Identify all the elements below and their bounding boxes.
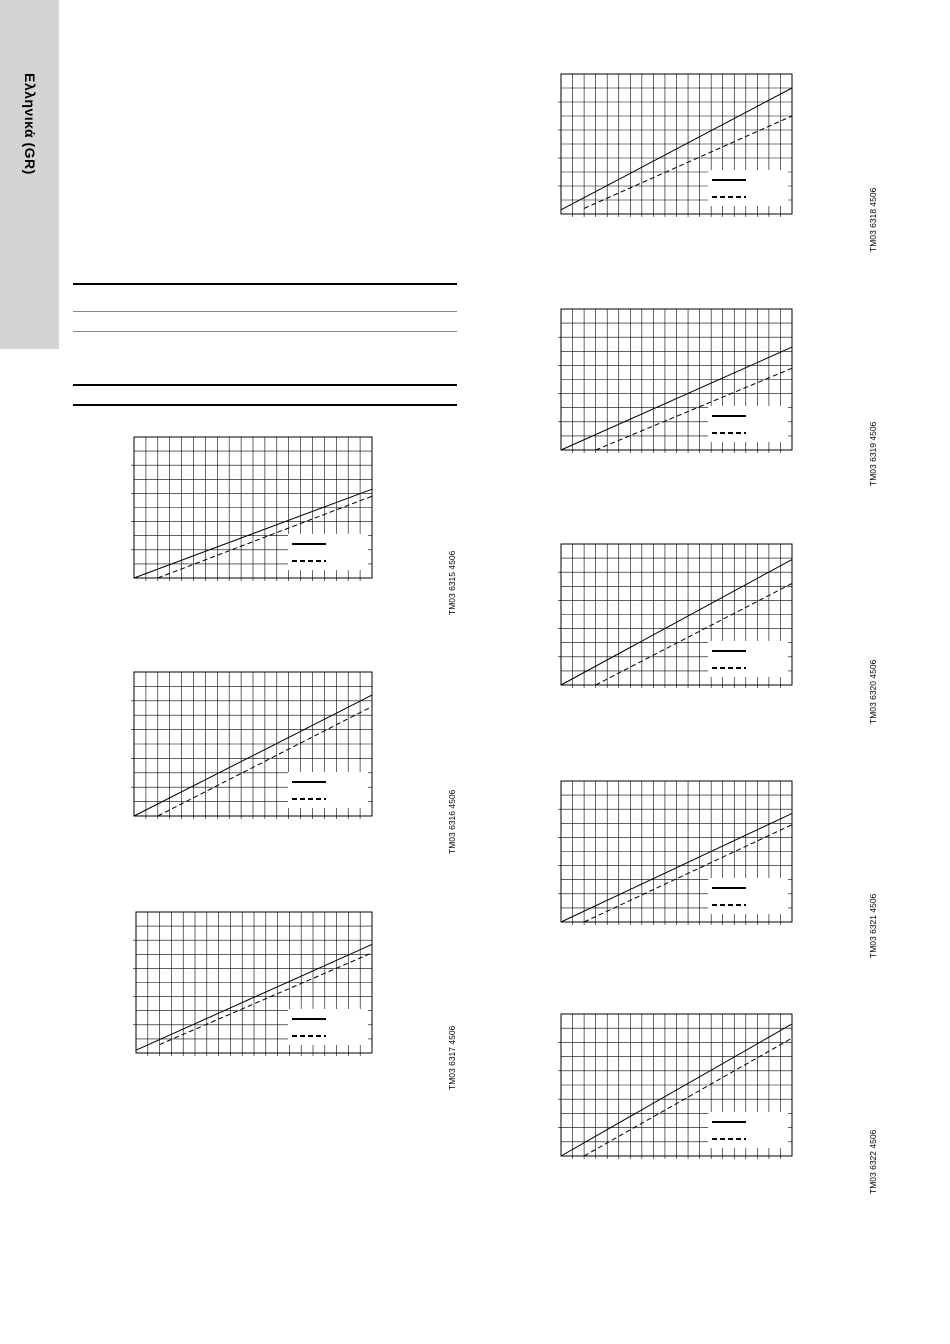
figure-code: TM03 6317 4506 xyxy=(447,1025,457,1090)
language-label: Ελληνικά (GR) xyxy=(22,73,38,175)
table-rule-bottom xyxy=(73,404,457,406)
legend-box xyxy=(708,1112,788,1148)
figure-code: TM03 6319 4506 xyxy=(868,421,878,486)
legend-box xyxy=(288,772,368,808)
chart-1-plot xyxy=(134,437,372,578)
chart-8-plot xyxy=(561,1014,792,1156)
figure-code: TM03 6316 4506 xyxy=(447,789,457,854)
figure-code: TM03 6320 4506 xyxy=(868,659,878,724)
legend-box xyxy=(288,1009,368,1045)
legend-box xyxy=(708,878,788,914)
chart-6-plot xyxy=(561,544,792,685)
table-rule xyxy=(73,311,457,312)
language-label-wrap xyxy=(0,0,59,349)
chart-3-plot xyxy=(136,912,372,1053)
legend-box xyxy=(708,406,788,442)
table-rule-top xyxy=(73,283,457,285)
chart-4-plot xyxy=(561,74,792,214)
chart-5-plot xyxy=(561,309,792,450)
figure-code: TM03 6318 4506 xyxy=(868,187,878,252)
legend-box xyxy=(708,170,788,206)
legend-box xyxy=(288,534,368,570)
figure-code: TM03 6322 4506 xyxy=(868,1129,878,1194)
language-sidebar xyxy=(0,0,59,349)
chart-2-plot xyxy=(134,672,372,816)
table-rule xyxy=(73,384,457,386)
chart-7-plot xyxy=(561,781,792,922)
figure-code: TM03 6321 4506 xyxy=(868,893,878,958)
figure-code: TM03 6315 4506 xyxy=(447,550,457,615)
legend-box xyxy=(708,641,788,677)
table-rule xyxy=(73,331,457,332)
